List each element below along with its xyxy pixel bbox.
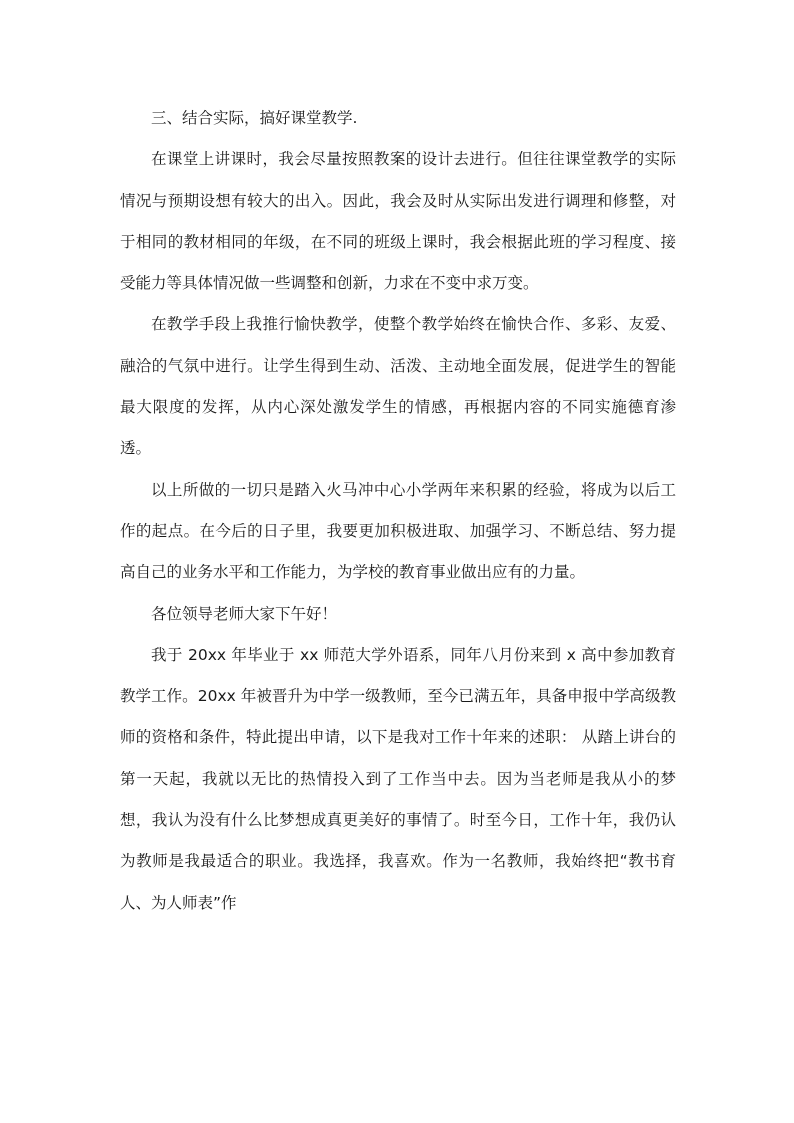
document-page bbox=[120, 98, 676, 924]
paragraph-career-report: 我于 20xx 年毕业于 xx 师范大学外语系，同年八月份来到 x 高中参加教育教学工作。20xx 年被晋升为中学一级教师，至今已满五年，具备申报中学高级教师的资格和条件，特此提出申请，以下是我对工作十年来的述职： 从踏上讲台的第一天起，我就以无比的热情投入到了工作当中去。因为当老师是我从小的梦想，我认为没有什么比梦想成真更美好的事情了。时至今日，工作十年，我仍认为教师是我最适合的职业。我选择，我喜欢。作为一名教师，我始终把“教书育人、为人师表”作 bbox=[120, 645, 676, 912]
paragraph-greeting: 各位领导老师大家下午好！ bbox=[151, 604, 338, 623]
paragraph-classroom-teaching: 在课堂上讲课时，我会尽量按照教案的设计去进行。但往往课堂教学的实际情况与预期设想有较大的出入。因此，我会及时从实际出发进行调理和修整，对于相同的教材相同的年级，在不同的班级上课时，我会根据此班的学习程度、接受能力等具体情况做一些调整和创新，力求在不变中求万变。 bbox=[120, 150, 676, 293]
paragraph-teaching-methods: 在教学手段上我推行愉快教学，使整个教学始终在愉快合作、多彩、友爱、融洽的气氛中进行。让学生得到生动、活泼、主动地全面发展，促进学生的智能最大限度的发挥，从内心深处激发学生的情感，再根据内容的不同实施德育渗透。 bbox=[120, 315, 676, 458]
paragraph-summary: 以上所做的一切只是踏入火马冲中心小学两年来积累的经验，将成为以后工作的起点。在今后的日子里，我要更加积极进取、加强学习、不断总结、努力提高自己的业务水平和工作能力，为学校的教育事业做出应有的力量。 bbox=[120, 480, 676, 582]
section-heading: 三、结合实际，搞好课堂教学. bbox=[151, 109, 358, 127]
